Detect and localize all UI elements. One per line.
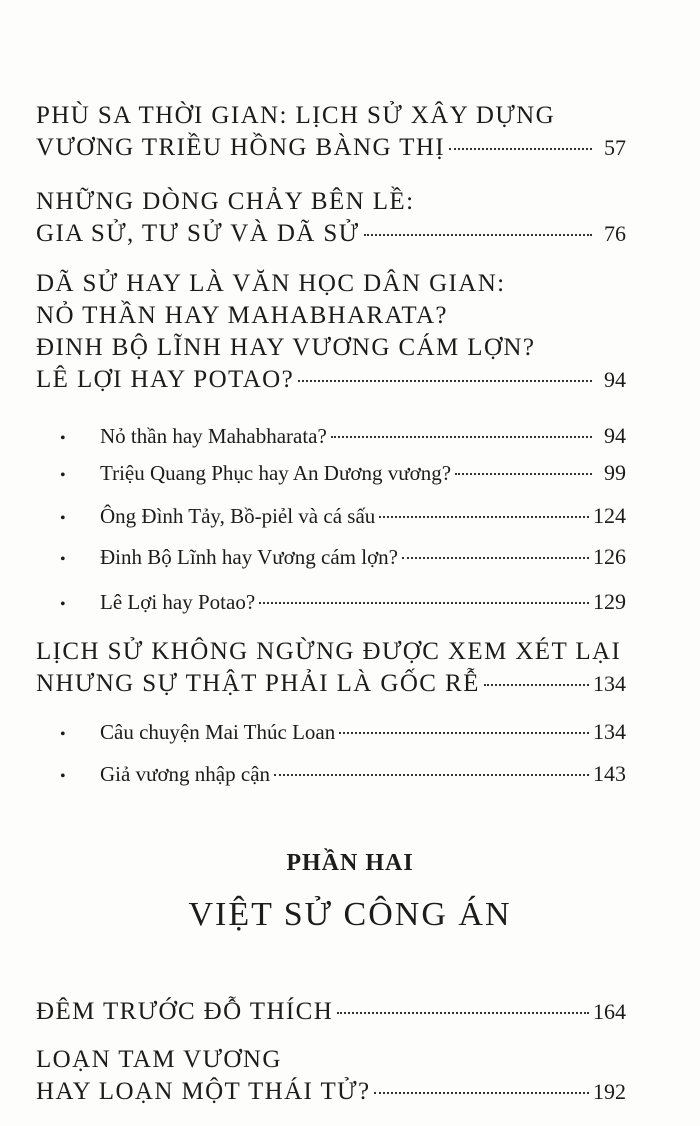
toc-subentry[interactable] xyxy=(60,422,626,453)
bullet-icon: • xyxy=(60,551,66,568)
page-number: 94 xyxy=(604,367,626,392)
dot-leader xyxy=(484,684,589,686)
page-number: 76 xyxy=(604,221,626,246)
toc-entry-line: NỎ THẦN HAY MAHABHARATA? xyxy=(36,302,448,329)
toc-entry-line: LỊCH SỬ KHÔNG NGỪNG ĐƯỢC XEM XÉT LẠI xyxy=(36,638,622,665)
toc-subentry[interactable] xyxy=(60,718,626,749)
toc-entry-line: LOẠN TAM VƯƠNG xyxy=(36,1046,282,1073)
dot-leader xyxy=(274,774,589,776)
page-number: 124 xyxy=(593,503,626,528)
toc-subentry-title: Ông Đình Tảy, Bồ-piẻl và cá sấu xyxy=(100,504,376,528)
dot-leader xyxy=(379,516,589,518)
page-number: 164 xyxy=(593,999,626,1024)
toc-entry[interactable] xyxy=(36,1044,626,1108)
dot-leader xyxy=(364,234,593,236)
toc-entry[interactable] xyxy=(36,100,626,164)
bullet-icon: • xyxy=(60,768,66,785)
dot-leader xyxy=(374,1092,589,1094)
dot-leader xyxy=(298,380,592,382)
toc-entry-line: ĐÊM TRƯỚC ĐỖ THÍCH xyxy=(36,998,334,1025)
part-label: PHẦN HAI xyxy=(286,850,414,876)
toc-entry-line: NHỮNG DÒNG CHẢY BÊN LỀ: xyxy=(36,188,415,215)
toc-entry-line: DÃ SỬ HAY LÀ VĂN HỌC DÂN GIAN: xyxy=(36,270,506,297)
toc-entry-line: NHƯNG SỰ THẬT PHẢI LÀ GỐC RỄ xyxy=(36,670,480,697)
bullet-icon: • xyxy=(60,726,66,743)
bullet-icon: • xyxy=(60,596,66,613)
dot-leader xyxy=(402,557,589,559)
bullet-icon: • xyxy=(60,510,66,527)
toc-subentry-title: Giả vương nhập cận xyxy=(100,762,271,786)
toc-entry[interactable] xyxy=(36,636,626,700)
toc-subentry[interactable] xyxy=(60,760,626,791)
toc-entry-line: VƯƠNG TRIỀU HỒNG BÀNG THỊ xyxy=(36,134,446,161)
page-number: 126 xyxy=(593,544,626,569)
toc-entry-line: HAY LOẠN MỘT THÁI TỬ? xyxy=(36,1078,371,1105)
page-number: 94 xyxy=(604,423,626,448)
toc-subentry[interactable] xyxy=(60,502,626,533)
page-number: 143 xyxy=(593,761,626,786)
dot-leader xyxy=(337,1012,589,1014)
toc-subentry-title: Triệu Quang Phục hay An Dương vương? xyxy=(100,461,452,485)
dot-leader xyxy=(331,436,592,438)
dot-leader xyxy=(455,473,592,475)
page-number: 57 xyxy=(604,135,626,160)
toc-entry-line: ĐINH BỘ LĨNH HAY VƯƠNG CÁM LỢN? xyxy=(36,334,536,361)
dot-leader xyxy=(449,148,592,150)
toc-subentry[interactable] xyxy=(60,543,626,574)
toc-subentry-title: Nỏ thần hay Mahabharata? xyxy=(100,424,327,448)
page-number: 134 xyxy=(593,719,626,744)
bullet-icon: • xyxy=(60,467,66,484)
dot-leader xyxy=(259,602,589,604)
toc-subentry-title: Câu chuyện Mai Thúc Loan xyxy=(100,720,336,744)
toc-subentry-title: Đinh Bộ Lĩnh hay Vương cám lợn? xyxy=(100,545,398,569)
page-number: 192 xyxy=(593,1079,626,1104)
toc-entry-line: PHÙ SA THỜI GIAN: LỊCH SỬ XÂY DỰNG xyxy=(36,102,556,129)
bullet-icon: • xyxy=(60,430,66,447)
dot-leader xyxy=(339,732,589,734)
page-number: 99 xyxy=(604,460,626,485)
part-title: VIỆT SỬ CÔNG ÁN xyxy=(188,896,512,933)
toc-entry[interactable] xyxy=(36,186,626,250)
toc-subentry-title: Lê Lợi hay Potao? xyxy=(100,590,256,614)
toc-entry-line: LÊ LỢI HAY POTAO? xyxy=(36,366,295,393)
toc-entry[interactable] xyxy=(36,996,626,1028)
page-number: 134 xyxy=(593,671,626,696)
page-number: 129 xyxy=(593,589,626,614)
toc-entry-line: GIA SỬ, TƯ SỬ VÀ DÃ SỬ xyxy=(36,220,360,247)
toc-subentry[interactable] xyxy=(60,459,626,490)
toc-subentry[interactable] xyxy=(60,588,626,619)
toc-entry[interactable] xyxy=(36,268,626,396)
